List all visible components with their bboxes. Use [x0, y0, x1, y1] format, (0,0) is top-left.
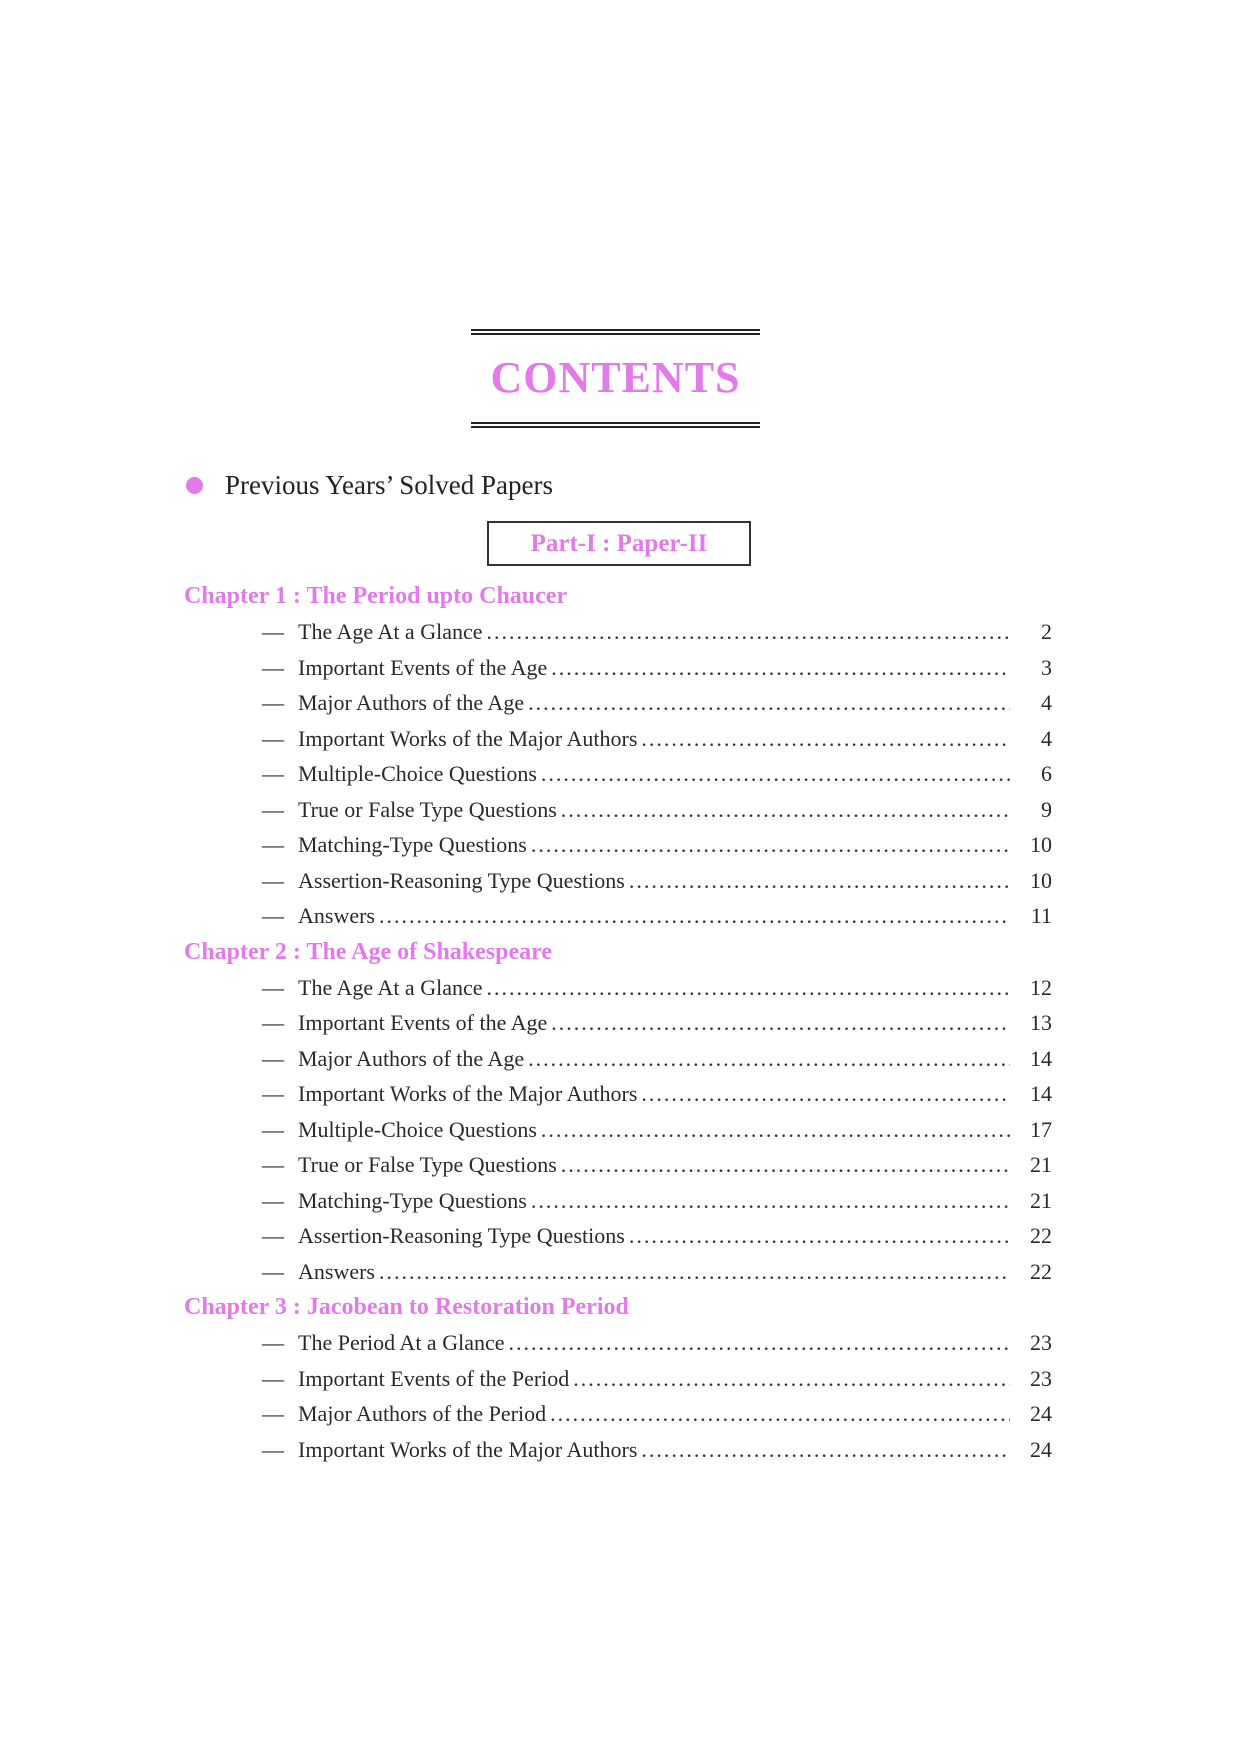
entry-dash: —: [262, 832, 284, 857]
bottom-double-rule: [471, 422, 760, 428]
entry-page-number: 10: [1030, 832, 1052, 857]
dot-leader: [528, 685, 1010, 721]
entry-page-number: 22: [1030, 1258, 1052, 1284]
entry-dash: —: [262, 619, 284, 644]
entry-title: The Age At a Glance: [298, 619, 483, 644]
entry-page-number: 17: [1030, 1116, 1052, 1142]
entry-page-number: 22: [1030, 1223, 1052, 1248]
toc-entry[interactable]: [184, 1076, 1052, 1112]
entry-dash: —: [262, 725, 284, 751]
entry-title: Important Works of the Major Authors: [298, 1081, 638, 1106]
toc-entry[interactable]: [184, 721, 1052, 757]
entry-page-number: 4: [1041, 690, 1052, 715]
entry-title: Matching-Type Questions: [298, 832, 527, 857]
page-title: CONTENTS: [490, 353, 741, 402]
entry-title: Important Events of the Period: [298, 1365, 570, 1391]
dot-leader: [487, 970, 1011, 1006]
dot-leader: [641, 1432, 1010, 1468]
entry-title: Major Authors of the Age: [298, 1045, 525, 1071]
entry-dash: —: [262, 796, 284, 822]
entry-dash: —: [262, 1258, 284, 1284]
entry-page-number: 3: [1041, 654, 1052, 680]
entry-page-number: 10: [1030, 867, 1052, 893]
entry-dash: —: [262, 1187, 284, 1213]
entry-dash: —: [262, 903, 284, 928]
dot-leader: [629, 1218, 1010, 1254]
entry-title: Multiple-Choice Questions: [298, 1116, 537, 1142]
dot-leader: [550, 1396, 1010, 1432]
dot-leader: [629, 863, 1010, 899]
entry-page-number: 23: [1030, 1365, 1052, 1391]
entry-title: True or False Type Questions: [298, 796, 557, 822]
dot-leader: [379, 1254, 1010, 1290]
toc-entry[interactable]: [184, 1361, 1052, 1397]
entry-dash: —: [262, 1330, 284, 1355]
entry-dash: —: [262, 1365, 284, 1391]
toc-entry[interactable]: [184, 792, 1052, 828]
toc-entry[interactable]: [184, 756, 1052, 792]
dot-leader: [531, 827, 1010, 863]
entry-dash: —: [262, 1045, 284, 1071]
entry-title: Important Events of the Age: [298, 1010, 548, 1035]
chapter-heading[interactable]: Chapter 2 : The Age of Shakespeare: [184, 938, 553, 965]
entry-page-number: 12: [1030, 974, 1052, 1000]
entry-title: Major Authors of the Period: [298, 1401, 547, 1426]
entry-dash: —: [262, 1401, 284, 1426]
part-label-box: [487, 521, 751, 566]
dot-leader: [573, 1361, 1010, 1397]
entry-title: The Period At a Glance: [298, 1330, 505, 1355]
bullet-icon: [186, 477, 203, 494]
entry-dash: —: [262, 1081, 284, 1106]
entry-title: Answers: [298, 903, 375, 928]
dot-leader: [509, 1325, 1011, 1361]
section-heading-label: Previous Years’ Solved Papers: [225, 470, 553, 500]
toc-entry[interactable]: [184, 1041, 1052, 1077]
entry-dash: —: [262, 1010, 284, 1035]
chapter-heading[interactable]: Chapter 3 : Jacobean to Restoration Period: [184, 1294, 629, 1320]
entry-title: True or False Type Questions: [298, 1152, 557, 1177]
entry-title: Matching-Type Questions: [298, 1187, 527, 1213]
toc-entry[interactable]: [184, 685, 1052, 721]
entry-page-number: 6: [1041, 761, 1052, 786]
section-heading: [186, 470, 553, 501]
entry-page-number: 9: [1041, 796, 1052, 822]
entry-dash: —: [262, 1116, 284, 1142]
dot-leader: [641, 721, 1010, 757]
toc-entry[interactable]: [184, 1218, 1052, 1254]
entry-page-number: 11: [1030, 903, 1052, 928]
dot-leader: [561, 1147, 1010, 1183]
toc-entry[interactable]: [184, 863, 1052, 899]
entry-page-number: 24: [1030, 1401, 1052, 1426]
toc-entry[interactable]: [184, 1183, 1052, 1219]
toc-entry[interactable]: [184, 614, 1052, 650]
entry-title: Major Authors of the Age: [298, 690, 525, 715]
toc-entry[interactable]: [184, 1112, 1052, 1148]
entry-page-number: 4: [1041, 725, 1052, 751]
entry-page-number: 21: [1030, 1187, 1052, 1213]
dot-leader: [541, 1112, 1010, 1148]
entry-title: Answers: [298, 1258, 375, 1284]
toc-entry[interactable]: [184, 1396, 1052, 1432]
part-label: Part-I : Paper-II: [530, 529, 708, 557]
entry-dash: —: [262, 761, 284, 786]
entry-page-number: 21: [1030, 1152, 1052, 1177]
entry-dash: —: [262, 654, 284, 680]
entry-title: Assertion-Reasoning Type Questions: [298, 1223, 625, 1248]
chapter-heading[interactable]: Chapter 1 : The Period upto Chaucer: [184, 583, 568, 609]
toc-entry[interactable]: [184, 1147, 1052, 1183]
toc-entry[interactable]: [184, 1005, 1052, 1041]
dot-leader: [379, 898, 1010, 934]
entry-title: The Age At a Glance: [298, 974, 483, 1000]
entry-title: Important Works of the Major Authors: [298, 1436, 638, 1462]
entry-dash: —: [262, 1436, 284, 1462]
entry-title: Important Events of the Age: [298, 654, 548, 680]
entry-dash: —: [262, 1223, 284, 1248]
entry-page-number: 2: [1041, 619, 1052, 644]
entry-page-number: 13: [1030, 1010, 1052, 1035]
toc-entry[interactable]: [184, 1325, 1052, 1361]
toc-entry[interactable]: [184, 1432, 1052, 1468]
toc-entry[interactable]: [184, 898, 1052, 934]
toc-entry[interactable]: [184, 827, 1052, 863]
entry-page-number: 24: [1030, 1436, 1052, 1462]
dot-leader: [561, 792, 1010, 828]
dot-leader: [541, 756, 1010, 792]
dot-leader: [641, 1076, 1010, 1112]
entry-dash: —: [262, 1152, 284, 1177]
entry-page-number: 14: [1030, 1045, 1052, 1071]
entry-page-number: 14: [1030, 1081, 1052, 1106]
dot-leader: [551, 650, 1010, 686]
entry-title: Multiple-Choice Questions: [298, 761, 537, 786]
dot-leader: [531, 1183, 1010, 1219]
entry-dash: —: [262, 974, 284, 1000]
entry-title: Important Works of the Major Authors: [298, 725, 638, 751]
toc-entry[interactable]: [184, 970, 1052, 1006]
dot-leader: [551, 1005, 1010, 1041]
contents-heading-block: [471, 329, 760, 428]
dot-leader: [528, 1041, 1010, 1077]
entry-title: Assertion-Reasoning Type Questions: [298, 867, 625, 893]
table-of-contents: [184, 578, 1052, 1467]
toc-entry[interactable]: [184, 650, 1052, 686]
entry-page-number: 23: [1030, 1330, 1052, 1355]
entry-dash: —: [262, 867, 284, 893]
toc-entry[interactable]: [184, 1254, 1052, 1290]
dot-leader: [487, 614, 1011, 650]
entry-dash: —: [262, 690, 284, 715]
